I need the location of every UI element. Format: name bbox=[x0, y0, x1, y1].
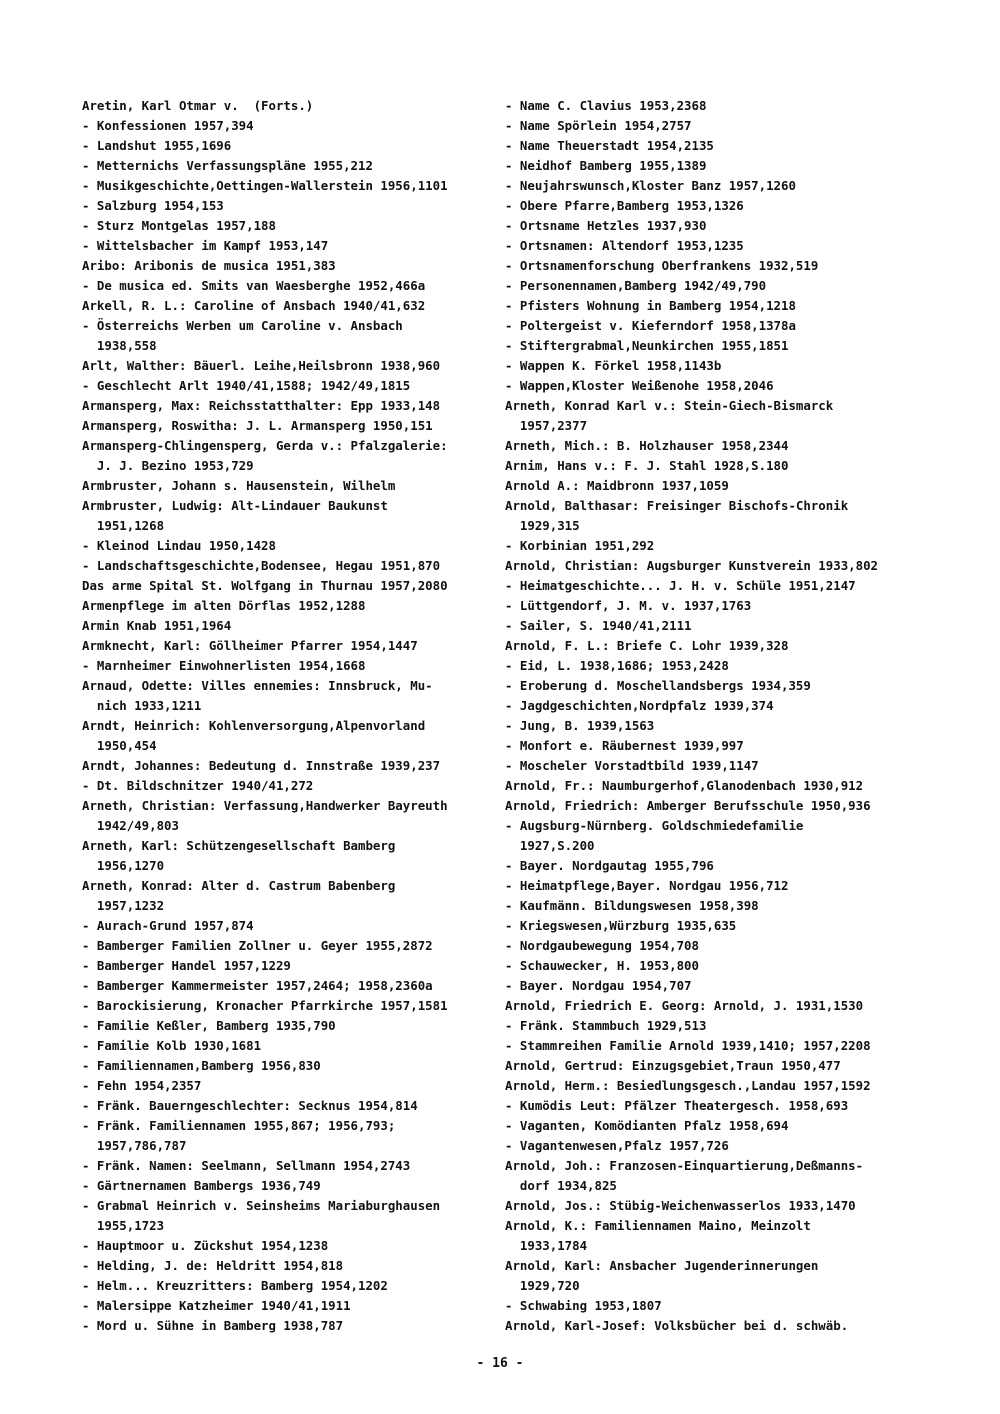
index-entry-line: - Landshut 1955,1696 bbox=[82, 138, 232, 153]
index-entry-line: - Lüttgendorf, J. M. v. 1937,1763 bbox=[505, 598, 752, 613]
index-entry-line: - Grabmal Heinrich v. Seinsheims Mariaburghausen bbox=[82, 1198, 441, 1213]
index-entry-line: Armansperg, Roswitha: J. L. Armansperg 1950,151 bbox=[82, 418, 433, 433]
index-entry-line: - Heimatpflege,Bayer. Nordgau 1956,712 bbox=[505, 878, 789, 893]
index-entry-line: Arkell, R. L.: Caroline of Ansbach 1940/41,632 bbox=[82, 298, 426, 313]
index-entry-line: Aretin, Karl Otmar v. (Forts.) bbox=[82, 98, 314, 113]
index-entry-line: - Fränk. Stammbuch 1929,513 bbox=[505, 1018, 707, 1033]
index-entry-line: - Korbinian 1951,292 bbox=[505, 538, 655, 553]
index-entry-line: - Familie Kolb 1930,1681 bbox=[82, 1038, 262, 1053]
index-entry-line: Armansperg, Max: Reichsstatthalter: Epp 1933,148 bbox=[82, 398, 441, 413]
index-entry-line: - Neidhof Bamberg 1955,1389 bbox=[505, 158, 707, 173]
index-entry-line: Arneth, Christian: Verfassung,Handwerker Bayreuth bbox=[82, 798, 448, 813]
index-entry-line: J. J. Bezino 1953,729 bbox=[82, 458, 254, 473]
index-entry-line: - Heimatgeschichte... J. H. v. Schüle 1951,2147 bbox=[505, 578, 856, 593]
index-entry-line: - Monfort e. Räubernest 1939,997 bbox=[505, 738, 744, 753]
index-entry-line: - Nordgaubewegung 1954,708 bbox=[505, 938, 699, 953]
index-entry-line: - Fehn 1954,2357 bbox=[82, 1078, 202, 1093]
index-entry-line: - Bayer. Nordgau 1954,707 bbox=[505, 978, 692, 993]
index-entry-line: - Kaufmänn. Bildungswesen 1958,398 bbox=[505, 898, 759, 913]
index-entry-line: 1942/49,803 bbox=[82, 818, 179, 833]
index-entry-line: - Bayer. Nordgautag 1955,796 bbox=[505, 858, 714, 873]
index-entry-line: - Moscheler Vorstadtbild 1939,1147 bbox=[505, 758, 759, 773]
index-entry-line: - Name C. Clavius 1953,2368 bbox=[505, 98, 707, 113]
index-entry-line: - Fränk. Familiennamen 1955,867; 1956,793; bbox=[82, 1118, 396, 1133]
index-entry-line: - Malersippe Katzheimer 1940/41,1911 bbox=[82, 1298, 351, 1313]
index-entry-line: - Obere Pfarre,Bamberg 1953,1326 bbox=[505, 198, 744, 213]
index-entry-line: - Helding, J. de: Heldritt 1954,818 bbox=[82, 1258, 344, 1273]
index-entry-line: 1933,1784 bbox=[505, 1238, 588, 1253]
index-entry-line: - Hauptmoor u. Zückshut 1954,1238 bbox=[82, 1238, 329, 1253]
index-entry-line: Arndt, Johannes: Bedeutung d. Innstraße 1939,237 bbox=[82, 758, 441, 773]
index-entry-line: Arnold, Joh.: Franzosen-Einquartierung,Deßmanns- bbox=[505, 1158, 864, 1173]
index-entry-line: 1955,1723 bbox=[82, 1218, 165, 1233]
index-entry-line: - Vaganten, Komödianten Pfalz 1958,694 bbox=[505, 1118, 789, 1133]
index-entry-line: - Personennamen,Bamberg 1942/49,790 bbox=[505, 278, 767, 293]
index-entry-line: Arneth, Konrad: Alter d. Castrum Babenberg bbox=[82, 878, 396, 893]
index-entry-line: - Gärtnernamen Bambergs 1936,749 bbox=[82, 1178, 321, 1193]
index-entry-line: Arnold, Christian: Augsburger Kunstverein 1933,802 bbox=[505, 558, 878, 573]
index-entry-line: 1951,1268 bbox=[82, 518, 165, 533]
index-column-right bbox=[505, 96, 925, 1336]
index-entry-line: - Schwabing 1953,1807 bbox=[505, 1298, 662, 1313]
index-entry-line: - Jung, B. 1939,1563 bbox=[505, 718, 655, 733]
index-entry-line: - Familiennamen,Bamberg 1956,830 bbox=[82, 1058, 321, 1073]
index-entry-line: - Sturz Montgelas 1957,188 bbox=[82, 218, 276, 233]
index-entry-line: Armbruster, Johann s. Hausenstein, Wilhelm bbox=[82, 478, 396, 493]
index-entry-line: - Kumödis Leut: Pfälzer Theatergesch. 1958,693 bbox=[505, 1098, 849, 1113]
index-entry-line: - Marnheimer Einwohnerlisten 1954,1668 bbox=[82, 658, 366, 673]
index-entry-line: - Fränk. Bauerngeschlechter: Secknus 1954,814 bbox=[82, 1098, 418, 1113]
index-entry-line: - Pfisters Wohnung in Bamberg 1954,1218 bbox=[505, 298, 796, 313]
index-entry-line: - Familie Keßler, Bamberg 1935,790 bbox=[82, 1018, 336, 1033]
index-entry-line: - Poltergeist v. Kieferndorf 1958,1378a bbox=[505, 318, 796, 333]
page-number: - 16 - bbox=[476, 1356, 524, 1371]
index-entry-line: - Name Spörlein 1954,2757 bbox=[505, 118, 692, 133]
index-entry-line: - Ortsnamenforschung Oberfrankens 1932,519 bbox=[505, 258, 819, 273]
index-entry-line: - Name Theuerstadt 1954,2135 bbox=[505, 138, 714, 153]
index-entry-line: - Bamberger Kammermeister 1957,2464; 1958,2360a bbox=[82, 978, 433, 993]
index-entry-line: dorf 1934,825 bbox=[505, 1178, 617, 1193]
index-entry-line: - Eid, L. 1938,1686; 1953,2428 bbox=[505, 658, 729, 673]
index-entry-line: Arneth, Konrad Karl v.: Stein-Giech-Bismarck bbox=[505, 398, 834, 413]
index-entry-line: - Wittelsbacher im Kampf 1953,147 bbox=[82, 238, 329, 253]
index-entry-line: - Bamberger Handel 1957,1229 bbox=[82, 958, 291, 973]
index-entry-line: - Stammreihen Familie Arnold 1939,1410; 1957,2208 bbox=[505, 1038, 871, 1053]
index-entry-line: Armknecht, Karl: Göllheimer Pfarrer 1954,1447 bbox=[82, 638, 418, 653]
index-entry-line: Arndt, Heinrich: Kohlenversorgung,Alpenvorland bbox=[82, 718, 426, 733]
index-entry-line: 1929,315 bbox=[505, 518, 580, 533]
index-entry-line: - Kriegswesen,Würzburg 1935,635 bbox=[505, 918, 737, 933]
index-entry-line: Arnold, Fr.: Naumburgerhof,Glanodenbach 1930,912 bbox=[505, 778, 864, 793]
index-entry-line: - Jagdgeschichten,Nordpfalz 1939,374 bbox=[505, 698, 774, 713]
index-entry-line: - Geschlecht Arlt 1940/41,1588; 1942/49,1815 bbox=[82, 378, 411, 393]
index-entry-line: 1950,454 bbox=[82, 738, 157, 753]
index-entry-line: Arnim, Hans v.: F. J. Stahl 1928,S.180 bbox=[505, 458, 789, 473]
index-entry-line: - Metternichs Verfassungspläne 1955,212 bbox=[82, 158, 373, 173]
index-entry-line: - Vagantenwesen,Pfalz 1957,726 bbox=[505, 1138, 729, 1153]
index-entry-line: - Mord u. Sühne in Bamberg 1938,787 bbox=[82, 1318, 344, 1333]
index-entry-line: - Landschaftsgeschichte,Bodensee, Hegau 1951,870 bbox=[82, 558, 441, 573]
index-entry-line: Arnaud, Odette: Villes ennemies: Innsbruck, Mu- bbox=[82, 678, 433, 693]
index-entry-line: 1938,558 bbox=[82, 338, 157, 353]
index-entry-line: - Konfessionen 1957,394 bbox=[82, 118, 254, 133]
index-entry-line: Armin Knab 1951,1964 bbox=[82, 618, 232, 633]
index-entry-line: Arneth, Karl: Schützengesellschaft Bamberg bbox=[82, 838, 396, 853]
index-entry-line: Arnold, Jos.: Stübig-Weichenwasserlos 1933,1470 bbox=[505, 1198, 856, 1213]
index-entry-line: - Ortsnamen: Altendorf 1953,1235 bbox=[505, 238, 744, 253]
index-entry-line: 1927,S.200 bbox=[505, 838, 595, 853]
index-entry-line: Arnold, Balthasar: Freisinger Bischofs-Chronik bbox=[505, 498, 849, 513]
index-entry-line: Arnold, Karl-Josef: Volksbücher bei d. schwäb. bbox=[505, 1318, 849, 1333]
index-entry-line: Arnold, Herm.: Besiedlungsgesch.,Landau 1957,1592 bbox=[505, 1078, 871, 1093]
index-entry-line: Arnold, Gertrud: Einzugsgebiet,Traun 1950,477 bbox=[505, 1058, 841, 1073]
index-entry-line: - Helm... Kreuzritters: Bamberg 1954,1202 bbox=[82, 1278, 388, 1293]
index-entry-line: - Wappen K. Förkel 1958,1143b bbox=[505, 358, 722, 373]
index-entry-line: 1956,1270 bbox=[82, 858, 165, 873]
index-entry-line: - De musica ed. Smits van Waesberghe 1952,466a bbox=[82, 278, 426, 293]
index-entry-line: Armbruster, Ludwig: Alt-Lindauer Baukunst bbox=[82, 498, 388, 513]
index-entry-line: 1957,2377 bbox=[505, 418, 588, 433]
index-entry-line: 1957,1232 bbox=[82, 898, 165, 913]
index-entry-line: Arnold, Friedrich E. Georg: Arnold, J. 1931,1530 bbox=[505, 998, 864, 1013]
index-entry-line: - Barockisierung, Kronacher Pfarrkirche 1957,1581 bbox=[82, 998, 448, 1013]
index-entry-line: - Sailer, S. 1940/41,2111 bbox=[505, 618, 692, 633]
index-entry-line: - Augsburg-Nürnberg. Goldschmiedefamilie bbox=[505, 818, 804, 833]
index-entry-line: Arnold, F. L.: Briefe C. Lohr 1939,328 bbox=[505, 638, 789, 653]
index-entry-line: - Schauwecker, H. 1953,800 bbox=[505, 958, 699, 973]
index-entry-line: - Österreichs Werben um Caroline v. Ansbach bbox=[82, 318, 403, 333]
index-entry-line: Arnold, Friedrich: Amberger Berufsschule 1950,936 bbox=[505, 798, 871, 813]
index-entry-line: Arnold, K.: Familiennamen Maino, Meinzolt bbox=[505, 1218, 811, 1233]
index-entry-line: - Wappen,Kloster Weißenohe 1958,2046 bbox=[505, 378, 774, 393]
index-entry-line: - Bamberger Familien Zollner u. Geyer 1955,2872 bbox=[82, 938, 433, 953]
index-entry-line: Armansperg-Chlingensperg, Gerda v.: Pfalzgalerie: bbox=[82, 438, 448, 453]
index-entry-line: Arlt, Walther: Bäuerl. Leihe,Heilsbronn 1938,960 bbox=[82, 358, 441, 373]
index-entry-line: - Aurach-Grund 1957,874 bbox=[82, 918, 254, 933]
index-entry-line: Arneth, Mich.: B. Holzhauser 1958,2344 bbox=[505, 438, 789, 453]
index-entry-line: Arnold, Karl: Ansbacher Jugenderinnerungen bbox=[505, 1258, 819, 1273]
index-column-left bbox=[82, 96, 492, 1336]
index-entry-line: Das arme Spital St. Wolfgang in Thurnau 1957,2080 bbox=[82, 578, 448, 593]
index-entry-line: - Kleinod Lindau 1950,1428 bbox=[82, 538, 276, 553]
index-entry-line: - Dt. Bildschnitzer 1940/41,272 bbox=[82, 778, 314, 793]
index-entry-line: - Salzburg 1954,153 bbox=[82, 198, 224, 213]
index-entry-line: - Fränk. Namen: Seelmann, Sellmann 1954,2743 bbox=[82, 1158, 411, 1173]
index-entry-line: Armenpflege im alten Dörflas 1952,1288 bbox=[82, 598, 366, 613]
index-entry-line: - Stiftergrabmal,Neunkirchen 1955,1851 bbox=[505, 338, 789, 353]
index-entry-line: - Musikgeschichte,Oettingen-Wallerstein 1956,1101 bbox=[82, 178, 448, 193]
index-entry-line: Arnold A.: Maidbronn 1937,1059 bbox=[505, 478, 729, 493]
index-entry-line: - Neujahrswunsch,Kloster Banz 1957,1260 bbox=[505, 178, 796, 193]
index-entry-line: 1957,786,787 bbox=[82, 1138, 187, 1153]
index-entry-line: Aribo: Aribonis de musica 1951,383 bbox=[82, 258, 336, 273]
index-entry-line: - Ortsname Hetzles 1937,930 bbox=[505, 218, 707, 233]
index-entry-line: 1929,720 bbox=[505, 1278, 580, 1293]
index-entry-line: nich 1933,1211 bbox=[82, 698, 202, 713]
index-entry-line: - Eroberung d. Moschellandsbergs 1934,359 bbox=[505, 678, 811, 693]
